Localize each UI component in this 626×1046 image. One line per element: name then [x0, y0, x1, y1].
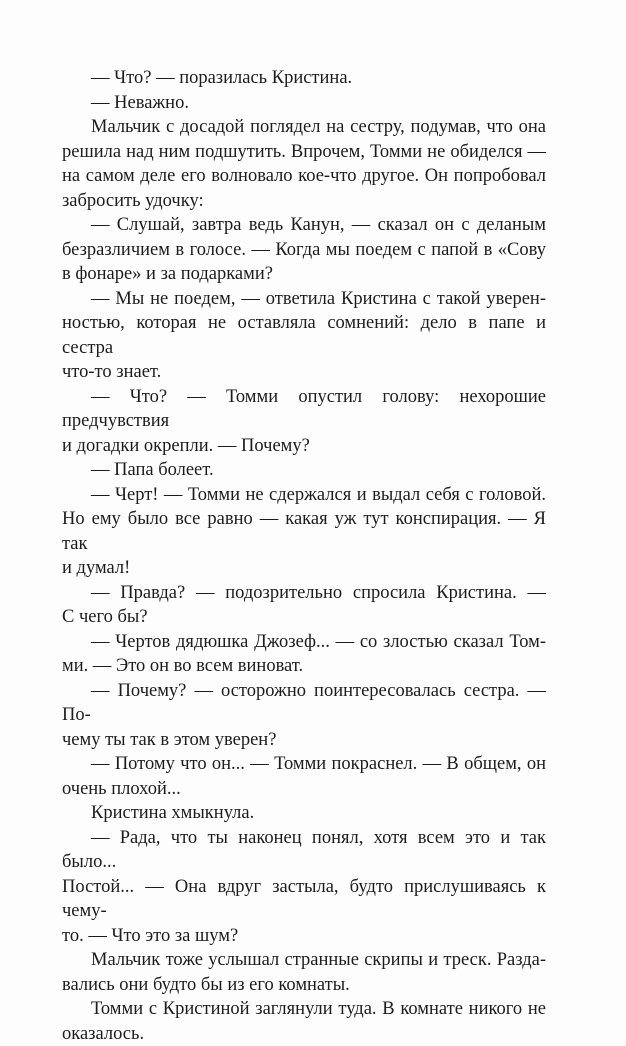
text-line: безразличием в голосе. — Когда мы поедем с папой в «Сову — [62, 238, 546, 263]
text-line: то. — Что это за шум? — [62, 924, 546, 949]
paragraph — [62, 948, 546, 997]
text-line: — Потому что он... — Томми покраснел. — В общем, он — [62, 752, 546, 777]
text-line: и догадки окрепли. — Почему? — [62, 434, 546, 459]
text-line: Постой... — Она вдруг застыла, будто прислушиваясь к чему- — [62, 875, 546, 924]
paragraph — [62, 483, 546, 581]
text-line: вались они будто бы из его комнаты. — [62, 973, 546, 998]
text-line: — Неважно. — [62, 91, 546, 116]
text-line: — Что? — Томми опустил голову: нехорошие предчувствия — [62, 385, 546, 434]
text-line: — Черт! — Томми не сдержался и выдал себя с головой. — [62, 483, 546, 508]
text-line: очень плохой... — [62, 777, 546, 802]
text-line: — Чертов дядюшка Джозеф... — со злостью сказал Том- — [62, 630, 546, 655]
paragraph — [62, 66, 546, 91]
text-line: — Рада, что ты наконец понял, хотя всем это и так было... — [62, 826, 546, 875]
text-line: ностью, которая не оставляла сомнений: дело в папе и сестра — [62, 311, 546, 360]
paragraph — [62, 287, 546, 385]
paragraph — [62, 752, 546, 801]
text-line: в фонаре» и за подарками? — [62, 262, 546, 287]
text-line: — Слушай, завтра ведь Канун, — сказал он с деланым — [62, 213, 546, 238]
paragraph — [62, 997, 546, 1046]
text-line: оказалось. — [62, 1022, 546, 1046]
text-line: что-то знает. — [62, 360, 546, 385]
paragraph — [62, 679, 546, 753]
paragraph — [62, 630, 546, 679]
text-line: — Почему? — осторожно поинтересовалась сестра. — По- — [62, 679, 546, 728]
paragraph — [62, 91, 546, 116]
text-block — [62, 66, 546, 1046]
text-line: Томми с Кристиной заглянули туда. В комнате никого не — [62, 997, 546, 1022]
text-line: — Правда? — подозрительно спросила Кристина. — — [62, 581, 546, 606]
text-line: — Папа болеет. — [62, 458, 546, 483]
text-line: — Мы не поедем, — ответила Кристина с такой уверен- — [62, 287, 546, 312]
text-line: Мальчик с досадой поглядел на сестру, подумав, что она — [62, 115, 546, 140]
text-line: на самом деле его волновало кое-что другое. Он попробовал — [62, 164, 546, 189]
text-line: решила над ним подшутить. Впрочем, Томми не обиделся — — [62, 140, 546, 165]
paragraph — [62, 458, 546, 483]
text-line: и думал! — [62, 556, 546, 581]
paragraph — [62, 581, 546, 630]
text-line: забросить удочку: — [62, 189, 546, 214]
text-line: С чего бы? — [62, 605, 546, 630]
paragraph — [62, 385, 546, 459]
paragraph — [62, 213, 546, 287]
text-line: — Что? — поразилась Кристина. — [62, 66, 546, 91]
text-line: Кристина хмыкнула. — [62, 801, 546, 826]
text-line: Мальчик тоже услышал странные скрипы и треск. Разда- — [62, 948, 546, 973]
text-line: ми. — Это он во всем виноват. — [62, 654, 546, 679]
paragraph — [62, 115, 546, 213]
paragraph — [62, 801, 546, 826]
text-line: Но ему было все равно — какая уж тут конспирация. — Я так — [62, 507, 546, 556]
paragraph — [62, 826, 546, 949]
text-line: чему ты так в этом уверен? — [62, 728, 546, 753]
